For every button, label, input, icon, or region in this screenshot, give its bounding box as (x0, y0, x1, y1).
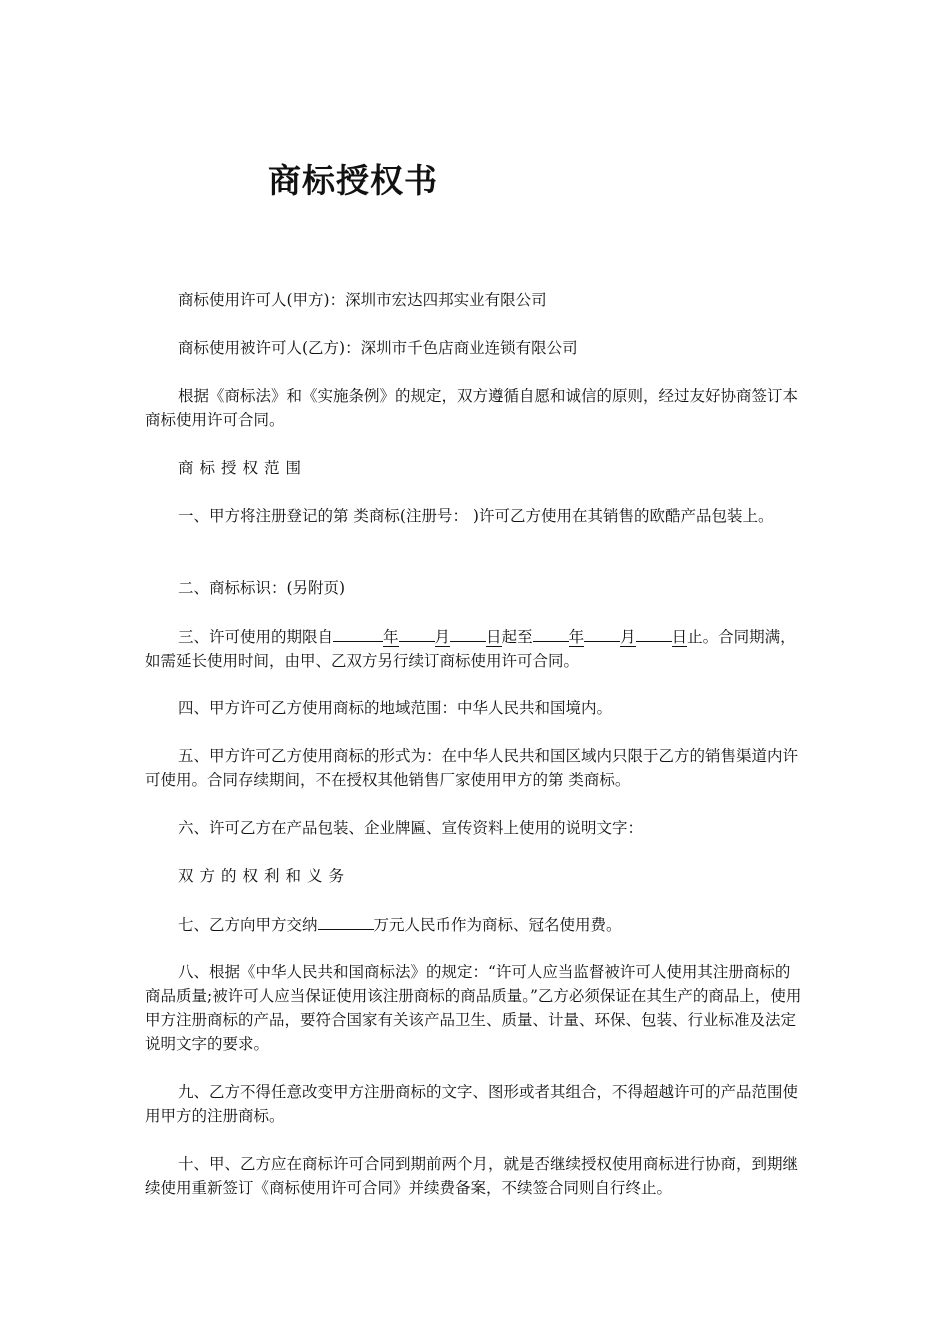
clause-3-mid: 起至 (501, 628, 533, 646)
clause-9: 九、乙方不得任意改变甲方注册商标的文字、图形或者其组合，不得超越许可的产品范围使用甲方的注册商标。 (145, 1083, 799, 1125)
start-day-label: 日 (486, 628, 502, 646)
blank-fee-amount (318, 912, 374, 930)
blank-start-month (399, 624, 435, 642)
clause-7 (145, 912, 805, 937)
end-month-label: 月 (620, 628, 636, 646)
clause-10: 十、甲、乙方应在商标许可合同到期前两个月，就是否继续授权使用商标进行协商，到期继续使用重新签订《商标使用许可合同》并续费备案，不续签合同则自行终止。 (145, 1155, 799, 1197)
end-day-label: 日 (671, 628, 688, 646)
blank-start-day (450, 624, 486, 642)
clause-4: 四、甲方许可乙方使用商标的地域范围：中华人民共和国境内。 (178, 699, 613, 717)
preamble-paragraph: 根据《商标法》和《实施条例》的规定，双方遵循自愿和诚信的原则，经过友好协商签订本商标使用许可合同。 (145, 387, 799, 429)
clause-2: 二、商标标识：(另附页) (178, 579, 346, 597)
clause-5: 五、甲方许可乙方使用商标的形式为：在中华人民共和国区域内只限于乙方的销售渠道内许可使用。合同存续期间，不在授权其他销售厂家使用甲方的第 类商标。 (145, 747, 799, 789)
section-heading-scope: 商标授权范围 (178, 459, 308, 477)
clause-7-prefix: 七、乙方向甲方交纳 (178, 916, 318, 934)
end-year-label: 年 (568, 628, 585, 646)
blank-end-day (636, 624, 672, 642)
start-month-label: 月 (434, 628, 451, 646)
blank-start-year (333, 624, 383, 642)
blank-end-month (584, 624, 620, 642)
start-year-label: 年 (383, 628, 399, 646)
blank-end-year (533, 624, 569, 642)
clause-3-prefix: 三、许可使用的期限自 (178, 628, 334, 646)
licensee-line: 商标使用被许可人(乙方)：深圳市千色店商业连锁有限公司 (178, 339, 578, 357)
licensor-line: 商标使用许可人(甲方)：深圳市宏达四邦实业有限公司 (178, 291, 547, 309)
clause-3 (145, 624, 805, 673)
clause-7-suffix: 万元人民币作为商标、冠名使用费。 (373, 916, 622, 934)
clause-8: 八、根据《中华人民共和国商标法》的规定：“许可人应当监督被许可人使用其注册商标的商品质量;被许可人应当保证使用该注册商标的商品质量。”乙方必须保证在其生产的商品上，使用甲方注册商标的产品，要符合国家有关该产品卫生、质量、计量、环保、包装、行业标准及法定说明文字的要求。 (145, 963, 802, 1053)
clause-3-suffix: 止。合同期满，如需延长使用时间，由甲、乙双方另行续订商标使用许可合同。 (145, 628, 796, 670)
section-heading-rights: 双方的权利和义务 (178, 867, 351, 885)
clause-1: 一、甲方将注册登记的第 类商标(注册号： )许可乙方使用在其销售的欧酷产品包装上。 (178, 507, 774, 525)
clause-6: 六、许可乙方在产品包装、企业牌匾、宣传资料上使用的说明文字： (178, 819, 644, 837)
document-title: 商标授权书 (268, 161, 438, 200)
